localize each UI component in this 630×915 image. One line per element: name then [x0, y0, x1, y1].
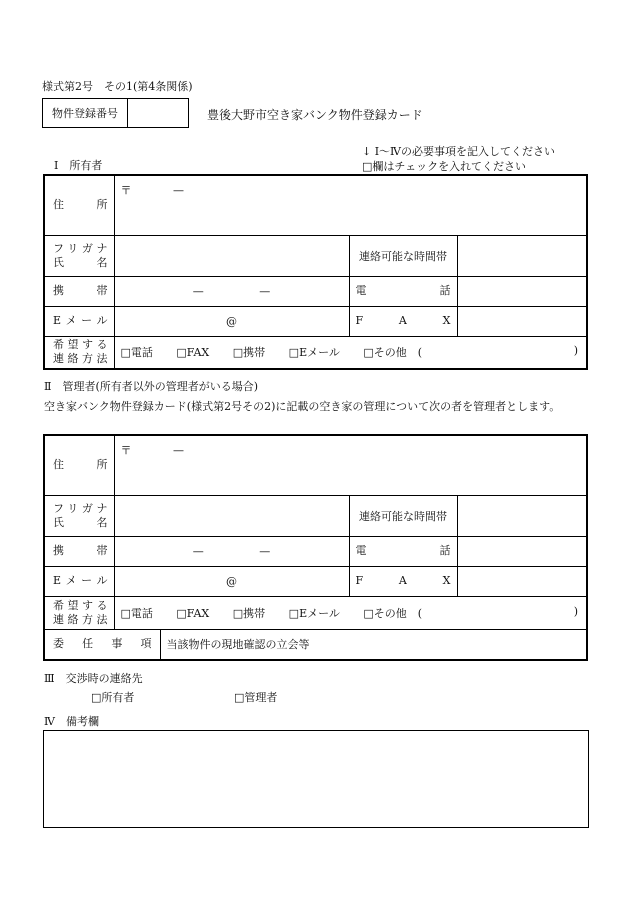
- owner-pref-contact-label-1: 希望する: [53, 338, 108, 352]
- registration-number-label: 物件登録番号: [43, 99, 128, 127]
- instruction-note-2: □欄はチェックを入れてください: [362, 160, 527, 173]
- manager-postal-mark: 〒: [120, 444, 132, 457]
- registration-number-box: [42, 98, 189, 128]
- manager-pref-contact-label-1: 希望する: [53, 598, 108, 612]
- section-remarks-heading: Ⅳ 備考欄: [44, 715, 99, 728]
- manager-phone-field[interactable]: [457, 536, 587, 566]
- negotiation-owner-checkbox[interactable]: □所有者: [91, 691, 135, 704]
- manager-option-fax-checkbox[interactable]: □FAX: [176, 606, 210, 620]
- manager-mobile-dash-1: —: [192, 544, 204, 558]
- owner-address-label: 住 所: [53, 198, 108, 212]
- manager-at-mark: @: [226, 574, 237, 588]
- owner-name-label: 氏 名: [53, 255, 108, 269]
- manager-table: [43, 434, 588, 661]
- manager-option-phone-checkbox[interactable]: □電話: [120, 606, 153, 620]
- manager-fax-label: F A X: [355, 574, 451, 587]
- owner-mobile-label: 携 帯: [53, 284, 108, 297]
- manager-mobile-label: 携 帯: [53, 544, 108, 557]
- owner-fax-label: F A X: [355, 314, 451, 327]
- owner-option-fax-checkbox[interactable]: □FAX: [176, 346, 210, 360]
- owner-postal-dash: —: [173, 184, 184, 197]
- manager-option-mobile-checkbox[interactable]: □携帯: [232, 606, 266, 620]
- manager-email-label: Eメール: [53, 574, 108, 587]
- manager-address-label: 住 所: [53, 458, 108, 472]
- owner-pref-contact-label-2: 連絡方法: [53, 352, 108, 366]
- section-manager-heading: Ⅱ 管理者(所有者以外の管理者がいる場合): [44, 380, 259, 393]
- manager-mobile-dash-2: —: [259, 544, 271, 558]
- manager-option-other-checkbox[interactable]: □その他 (: [363, 606, 423, 620]
- manager-other-close-paren: ): [573, 604, 578, 618]
- remarks-field[interactable]: [43, 730, 589, 828]
- owner-phone-label: 電 話: [355, 284, 451, 297]
- manager-furigana-label: フリガナ: [53, 501, 108, 515]
- manager-phone-label: 電 話: [355, 544, 451, 557]
- owner-option-phone-checkbox[interactable]: □電話: [120, 346, 153, 360]
- section-manager-description: 空き家バンク物件登録カード(様式第2号その2)に記載の空き家の管理について次の者を管理者とします。: [44, 400, 561, 413]
- manager-postal-dash: —: [173, 444, 184, 457]
- mobile-dash-1: —: [192, 284, 204, 298]
- manager-contact-time-field[interactable]: [457, 495, 587, 536]
- owner-at-mark: @: [226, 314, 237, 328]
- manager-name-label: 氏 名: [53, 515, 108, 529]
- owner-furigana-label: フリガナ: [53, 241, 108, 255]
- owner-contact-time-label: 連絡可能な時間帯: [349, 235, 457, 276]
- owner-mobile-field[interactable]: [114, 276, 349, 306]
- manager-pref-contact-label-2: 連絡方法: [53, 612, 108, 626]
- owner-email-label: Eメール: [53, 314, 108, 327]
- manager-pref-contact-options: [114, 596, 587, 629]
- owner-email-field[interactable]: [114, 306, 349, 336]
- form-number: 様式第2号 その1(第4条関係): [42, 80, 193, 93]
- manager-option-email-checkbox[interactable]: □Eメール: [288, 606, 340, 620]
- mobile-dash-2: —: [259, 284, 271, 298]
- owner-phone-field[interactable]: [457, 276, 587, 306]
- delegation-label: 委 任 事 項: [53, 637, 152, 651]
- section-negotiation-heading: Ⅲ 交渉時の連絡先: [44, 672, 143, 685]
- owner-contact-time-field[interactable]: [457, 235, 587, 276]
- owner-pref-contact-options: [114, 336, 587, 369]
- owner-table: [43, 174, 588, 370]
- registration-number-field[interactable]: [128, 99, 188, 127]
- manager-mobile-field[interactable]: [114, 536, 349, 566]
- owner-other-close-paren: ): [573, 344, 578, 358]
- owner-option-other-checkbox[interactable]: □その他 (: [363, 346, 423, 360]
- negotiation-manager-checkbox[interactable]: □管理者: [234, 691, 278, 704]
- manager-name-field[interactable]: [114, 495, 349, 536]
- section-owner-heading: Ⅰ 所有者: [54, 159, 103, 172]
- owner-option-mobile-checkbox[interactable]: □携帯: [232, 346, 266, 360]
- page-title: 豊後大野市空き家バンク物件登録カード: [207, 108, 423, 122]
- delegation-value: 当該物件の現地確認の立会等: [160, 629, 587, 660]
- manager-fax-field[interactable]: [457, 566, 587, 596]
- manager-email-field[interactable]: [114, 566, 349, 596]
- owner-option-email-checkbox[interactable]: □Eメール: [288, 346, 340, 360]
- owner-postal-mark: 〒: [120, 184, 132, 197]
- owner-name-field[interactable]: [114, 235, 349, 276]
- manager-contact-time-label: 連絡可能な時間帯: [349, 495, 457, 536]
- owner-address-field[interactable]: [114, 175, 587, 235]
- owner-fax-field[interactable]: [457, 306, 587, 336]
- instruction-note-1: ↓ Ⅰ～Ⅳの必要事項を記入してください: [362, 145, 556, 158]
- manager-address-field[interactable]: [114, 435, 587, 495]
